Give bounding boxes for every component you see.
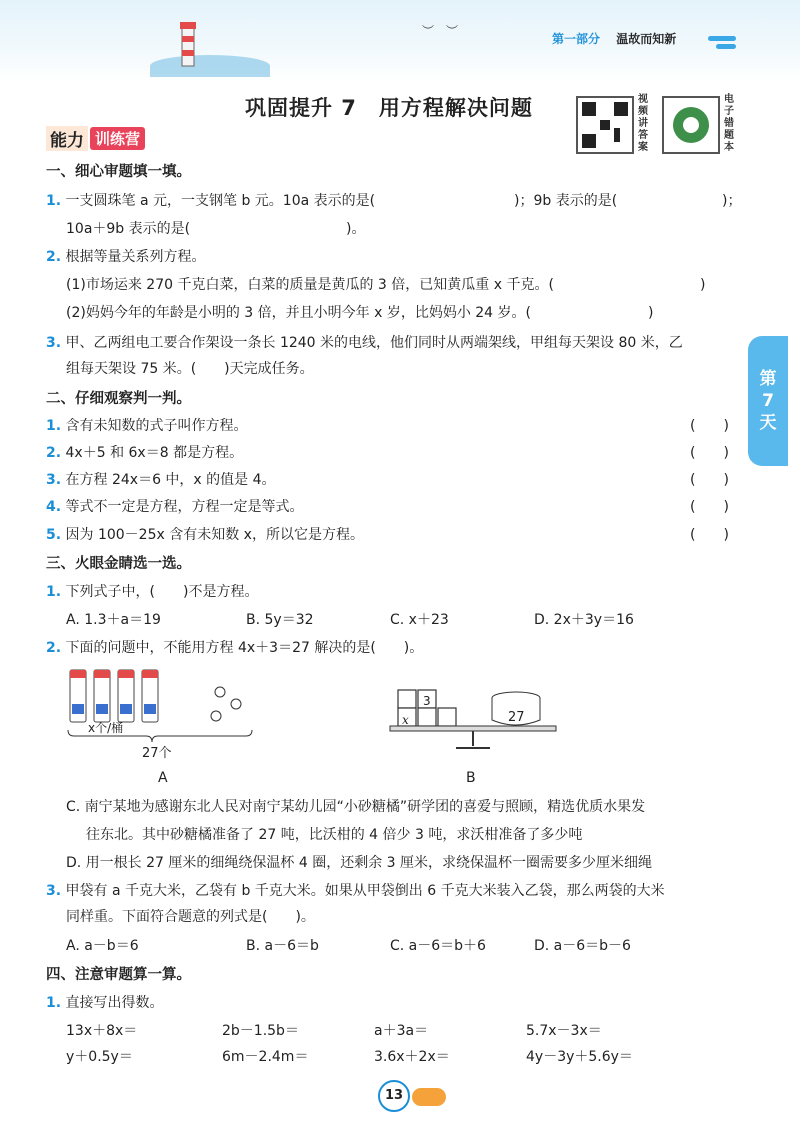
choice-1-number: 1. xyxy=(46,584,62,600)
choice-2-number: 2. xyxy=(46,640,62,656)
q2-line xyxy=(46,247,206,267)
judge-item-5 xyxy=(46,525,364,545)
page-number: 13 xyxy=(378,1080,410,1112)
section-4-title: 四、注意审题算一算。 xyxy=(46,967,191,983)
q1-blank2-end: )； xyxy=(722,193,742,209)
header-section-label xyxy=(552,30,688,47)
figure-b-label: B xyxy=(466,770,476,786)
q3-line1 xyxy=(46,333,683,353)
shuttlecock-icon xyxy=(211,687,241,721)
lighthouse-icon xyxy=(176,20,200,68)
judge-answer-5[interactable]: ( ) xyxy=(690,527,729,543)
figure-b-box-3: 3 xyxy=(423,694,431,708)
q2-text: 根据等量关系列方程。 xyxy=(65,249,206,265)
judge-answer-2[interactable]: ( ) xyxy=(690,445,729,461)
side-tab-day-unit: 天 xyxy=(759,413,777,433)
choice-1-option-d[interactable]: D. 2x＋3y＝16 xyxy=(534,612,634,628)
figure-b-weight: 27 xyxy=(508,710,525,725)
qr-code-error-book[interactable] xyxy=(662,96,720,154)
birds-decoration: ︶ ︶ xyxy=(422,24,459,38)
q3-number: 3. xyxy=(46,335,62,351)
calc-1-text: 直接写出得数。 xyxy=(65,995,164,1011)
choice-1 xyxy=(46,582,258,602)
q1-line2: 10a＋9b 表示的是( xyxy=(66,221,191,237)
calc-1 xyxy=(46,993,164,1013)
q1-number: 1. xyxy=(46,193,62,209)
calc-expr-r1c2[interactable]: 2b－1.5b＝ xyxy=(222,1023,299,1039)
figure-a-per-bucket: x个/桶 xyxy=(88,721,124,735)
choice-1-option-a[interactable]: A. 1.3＋a＝19 xyxy=(66,612,161,628)
figure-a-label: A xyxy=(158,770,168,786)
calc-expr-r1c3[interactable]: a＋3a＝ xyxy=(374,1023,429,1039)
calc-expr-r2c3[interactable]: 3.6x＋2x＝ xyxy=(374,1049,450,1065)
header-deco-bar xyxy=(708,36,736,41)
balance-scale-icon xyxy=(386,684,560,754)
q3-text-a: 甲、乙两组电工要合作架设一条长 1240 米的电线，他们同时从两端架线，甲组每天架设 80 米，乙 xyxy=(65,335,683,351)
submarine-icon xyxy=(412,1088,446,1106)
judge-item-2 xyxy=(46,443,243,463)
choice-3-number: 3. xyxy=(46,883,62,899)
calc-expr-r2c4[interactable]: 4y－3y＋5.6y＝ xyxy=(526,1049,633,1065)
q2-number: 2. xyxy=(46,249,62,265)
header-part: 第一部分 xyxy=(552,32,601,46)
choice-2 xyxy=(46,638,423,658)
side-tab-day-char: 第 xyxy=(759,369,777,389)
judge-item-1 xyxy=(46,416,248,436)
choice-2-text: 下面的问题中，不能用方程 4x＋3＝27 解决的是( )。 xyxy=(65,640,424,656)
header-wave-decoration xyxy=(150,55,270,77)
judge-number: 2. xyxy=(46,445,62,461)
q2a-text: (1)市场运来 270 千克白菜，白菜的质量是黄瓜的 3 倍，已知黄瓜重 x 千克。( xyxy=(66,277,554,293)
calc-expr-r2c1[interactable]: y＋0.5y＝ xyxy=(66,1049,133,1065)
q2b-text: (2)妈妈今年的年龄是小明的 3 倍，并且小明今年 x 岁，比妈妈小 24 岁。( xyxy=(66,305,531,321)
q1-text-a: 一支圆珠笔 a 元，一支钢笔 b 元。10a 表示的是( xyxy=(65,193,376,209)
judge-answer-4[interactable]: ( ) xyxy=(690,499,729,515)
qr-label-video: 视频讲答案 xyxy=(638,94,648,153)
judge-number: 1. xyxy=(46,418,62,434)
choice-2-option-d[interactable]: D. 用一根长 27 厘米的细绳绕保温杯 4 圈，还剩余 3 厘米，求绕保温杯一圈需要多少厘米细绳 xyxy=(66,855,653,871)
q2a-paren-end: ) xyxy=(700,277,706,293)
judge-text: 等式不一定是方程，方程一定是等式。 xyxy=(65,499,304,515)
calc-expr-r2c2[interactable]: 6m－2.4m＝ xyxy=(222,1049,309,1065)
choice-1-option-c[interactable]: C. x＋23 xyxy=(390,612,449,628)
judge-number: 4. xyxy=(46,499,62,515)
judge-number: 3. xyxy=(46,472,62,488)
judge-text: 4x＋5 和 6x＝8 都是方程。 xyxy=(65,445,244,461)
choice-3-text-a: 甲袋有 a 千克大米，乙袋有 b 千克大米。如果从甲袋倒出 6 千克大米装入乙袋，那么两袋的大米 xyxy=(65,883,665,899)
calc-expr-r1c1[interactable]: 13x＋8x＝ xyxy=(66,1023,138,1039)
section-1-title: 一、细心审题填一填。 xyxy=(46,164,191,180)
qr-code-video[interactable] xyxy=(576,96,634,154)
side-tab-number: 7 xyxy=(762,391,774,411)
judge-text: 含有未知数的式子叫作方程。 xyxy=(65,418,248,434)
choice-1-text: 下列式子中，( )不是方程。 xyxy=(65,584,259,600)
choice-3-line2: 同样重。下面符合题意的列式是( )。 xyxy=(66,909,315,925)
choice-3-option-a[interactable]: A. a－b＝6 xyxy=(66,938,139,954)
judge-item-4 xyxy=(46,497,304,517)
header-section: 温故而知新 xyxy=(616,32,677,46)
judge-item-3 xyxy=(46,470,276,490)
badge-part2: 训练营 xyxy=(90,127,145,150)
choice-3-option-c[interactable]: C. a－6＝b＋6 xyxy=(390,938,486,954)
choice-3-option-d[interactable]: D. a－6＝b－6 xyxy=(534,938,631,954)
judge-answer-3[interactable]: ( ) xyxy=(690,472,729,488)
qr-label-error-book: 电子错题本 xyxy=(724,94,734,153)
judge-number: 5. xyxy=(46,527,62,543)
q1-line1 xyxy=(46,191,375,211)
figure-b-box-x: x xyxy=(402,713,409,727)
choice-3-option-b[interactable]: B. a－6＝b xyxy=(246,938,319,954)
badge-part1: 能力 xyxy=(46,126,88,151)
q2b-paren-end: ) xyxy=(648,305,654,321)
choice-3-line1 xyxy=(46,881,665,901)
q3-line2: 组每天架设 75 米。( )天完成任务。 xyxy=(66,361,314,377)
figure-a-total: 27个 xyxy=(142,746,172,761)
calc-expr-r1c4[interactable]: 5.7x－3x＝ xyxy=(526,1023,602,1039)
q1-blank1-end: )；9b 表示的是( xyxy=(514,193,618,209)
judge-answer-1[interactable]: ( ) xyxy=(690,418,729,434)
choice-2-option-c-line2: 往东北。其中砂糖橘准备了 27 吨，比沃柑的 4 倍少 3 吨，求沃柑准备了多少吨 xyxy=(86,827,583,843)
day-side-tab xyxy=(748,336,788,466)
judge-text: 在方程 24x＝6 中，x 的值是 4。 xyxy=(65,472,276,488)
q1-blank3-end: )。 xyxy=(346,221,366,237)
calc-1-number: 1. xyxy=(46,995,62,1011)
choice-2-option-c-line1[interactable]: C. 南宁某地为感谢东北人民对南宁某幼儿园“小砂糖橘”研学团的喜爱与照顾，精选优质水果发 xyxy=(66,799,646,815)
header-deco-bar-2 xyxy=(716,44,736,49)
section-3-title: 三、火眼金睛选一选。 xyxy=(46,556,191,572)
choice-1-option-b[interactable]: B. 5y＝32 xyxy=(246,612,314,628)
judge-text: 因为 100－25x 含有未知数 x，所以它是方程。 xyxy=(65,527,364,543)
section-2-title: 二、仔细观察判一判。 xyxy=(46,391,191,407)
ability-badge xyxy=(46,126,145,150)
page-title: 巩固提升 7 用方程解决问题 xyxy=(245,96,533,120)
